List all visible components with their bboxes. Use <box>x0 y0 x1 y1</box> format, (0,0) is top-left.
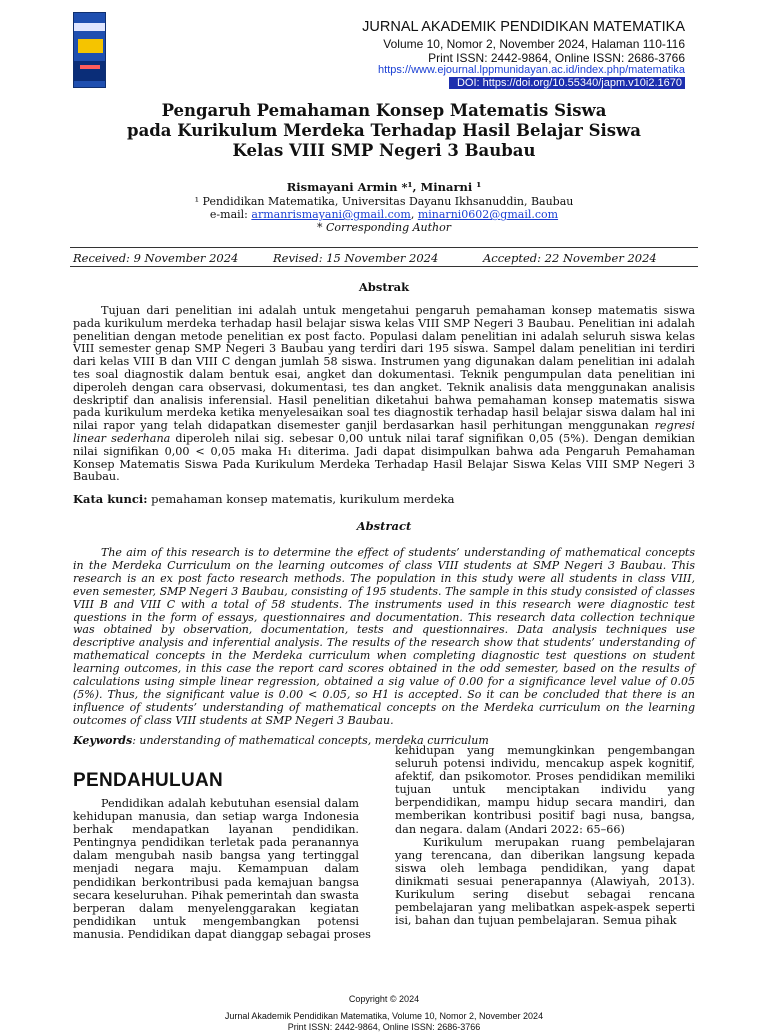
abstrak-italic-term: regresi linear sederhana <box>73 419 695 445</box>
corresponding-author-note: * Corresponding Author <box>316 221 452 234</box>
email-link-2[interactable]: minarni0602@gmail.com <box>417 208 559 221</box>
body-text-line: kehidupan yang memungkinkan pengembangan <box>395 744 695 757</box>
abstrak-text: Tujuan dari penelitian ini adalah untuk mengetahui pengaruh pemahaman konsep matematis siswa pada kurikulum merdeka terhadap hasil belajar siswa kelas VIII SMP Negeri 3 Baubau. Penelitian ini adalah penelitian dengan metode penelitian ex post facto. Populasi dalam penelitian ini adalah seluruh siswa kelas VIII semester genap SMP Negeri 3 Baubau yang terdiri dari 195 siswa. Sampel dalam penelitian ini terdiri dari kelas VIII B dan VIII C dengan jumlah 58 siswa. Instrumen yang digunakan dalam penelitian ini adalah tes soal diagnostik dalam bentuk esai, angket dan dokumentasi. Teknik pengumpulan data penelitian ini diperoleh dengan cara observasi, dokumentasi, tes dan angket. Teknik analisis data menggunakan analisis deskriptif dan analisis inferensial. Hasil penelitian diketahui bahwa pemahaman konsep matematis siswa pada kurikulum merdeka ketika menyelesaikan soal tes diagnostik terhadap hasil belajar siswa dalam hal ini nilai rapor yang telah didapatkan disemester ganjil berdasarkan hasil perhitungan menggunakan <box>73 304 695 433</box>
keywords-label: Keywords <box>73 734 133 747</box>
accepted-date: Accepted: 22 November 2024 <box>483 251 657 265</box>
body-text-line: berpendidikan, mampu hidup secara mandiri, dan <box>395 796 695 810</box>
email-prefix: e-mail: <box>209 208 252 221</box>
kata-kunci-values: pemahaman konsep matematis, kurikulum merdeka <box>147 492 455 506</box>
abstrak-heading: Abstrak <box>358 280 410 294</box>
section-heading-pendahuluan: PENDAHULUAN <box>73 770 224 791</box>
affiliation: ¹ Pendidikan Matematika, Universitas Dayanu Ikhsanuddin, Baubau <box>194 195 574 208</box>
body-text-line: berhak mendapatkan layanan pendidikan. <box>73 823 359 837</box>
body-text-line: Pendidikan adalah kebutuhan esensial dalam <box>101 797 359 810</box>
body-text-line: siswa oleh lembaga pendidikan, yang dapat <box>395 861 695 875</box>
body-text-line: pembelajaran yang melibatkan aspek-aspek seperti <box>395 901 695 915</box>
abstract-heading: Abstract <box>356 519 412 533</box>
doi-link[interactable]: DOI: https://doi.org/10.55340/japm.v10i2.1670 <box>449 77 685 89</box>
title-line: pada Kurikulum Merdeka Terhadap Hasil Belajar Siswa <box>127 121 641 140</box>
body-text-line: secara keseluruhan. Pihak pemerintah dan swasta <box>73 888 359 902</box>
body-text-line: dalam mengubah nasib bangsa yang tertinggal <box>73 849 359 863</box>
body-text-line: memberikan kontribusi positif bagi nusa, bangsa, <box>395 809 695 823</box>
body-text-line: isi, bahan dan tujuan pembelajaran. Semua pihak <box>395 914 677 928</box>
authors: Rismayani Armin *¹, Minarni ¹ <box>286 180 482 194</box>
journal-name: JURNAL AKADEMIK PENDIDIKAN MATEMATIKA <box>362 19 685 35</box>
body-text-line: afektif, dan psikomotor. Proses pendidikan memiliki <box>395 770 695 784</box>
body-text-line: menjadi negara maju. Kemampuan dalam <box>73 862 359 876</box>
keywords-values: : understanding of mathematical concepts, merdeka curriculum <box>132 734 489 747</box>
title-line: Kelas VIII SMP Negeri 3 Baubau <box>232 141 536 160</box>
abstract-body: The aim of this research is to determine the effect of students’ understanding of mathematical concepts in the Merdeka Curriculum on the learning outcomes of class VIII students at SMP Negeri 3 Baubau. This research is an ex post facto research methods. The population in this study were all students in class VIII, even semester, SMP Negeri 3 Baubau, consisting of 195 students. The sample in this study consisted of classes VIII B and VIII C with a total of 58 students. The instruments used in this research were diagnostic test questions in the form of essays, questionnaires and documentation. This research data collection technique was obtained by observation, documentation, tests and questionnaires. Data analysis techniques use descriptive analysis and inferential analysis. The results of the research show that students’ understanding of mathematical concepts in the Merdeka curriculum when completing diagnostic test questions on student learning outcomes, in this case the report card scores obtained in the odd semester, based on the results of calculations using simple linear regression, obtained a sig value of 0.00 for a significance level value of 0.05 (5%). Thus, the significant value is 0.00 < 0.05, so H1 is accepted. So it can be concluded that there is an influence of students’ understanding of mathematical concepts on the Merdeka curriculum on the learning outcomes of class VIII students at SMP Negeri 3 Baubau. <box>73 546 695 727</box>
body-text-line: Kurikulum sering disebut sebagai rencana <box>395 888 695 902</box>
paper-title <box>70 101 698 161</box>
body-text-line: yang terencana, dan diberikan langsung kepada <box>395 848 695 862</box>
email-line <box>70 208 698 221</box>
abstrak-text-end: diperoleh nilai sig. sebesar 0,00 untuk nilai taraf signifikan 0,05 (5%). Dengan demikian nilai signifikan 0,00 < 0,05 maka H₁ diterima. Jadi dapat disimpulkan bahwa ada Pengaruh Pemahaman Konsep Matematis Siswa Pada Kurikulum Merdeka Terhadap Hasil Belajar Siswa Kelas VIII SMP Negeri 3 Baubau. <box>73 431 695 484</box>
body-text-line: dinikmati sesuai penerapannya (Alawiyah, 2013). <box>395 874 695 888</box>
email-link-1[interactable]: armanrismayani@gmail.com <box>251 208 411 221</box>
body-text-line: dan negara. dalam (Andari 2022: 65–66) <box>395 822 625 836</box>
body-text-line: Pentingnya pendidikan terletak pada peranannya <box>73 836 359 850</box>
received-date: Received: 9 November 2024 <box>73 251 239 265</box>
kata-kunci <box>73 492 454 506</box>
kata-kunci-label: Kata kunci: <box>73 492 148 506</box>
footer-issn: Print ISSN: 2442-9864, Online ISSN: 2686-3766 <box>287 1022 481 1032</box>
journal-url-link[interactable]: https://www.ejournal.lppmunidayan.ac.id/index.php/matematika <box>378 64 685 76</box>
abstrak-body <box>73 305 695 484</box>
volume-line: Volume 10, Nomor 2, November 2024, Halaman 110-116 <box>383 37 685 51</box>
journal-cover-image <box>73 12 106 88</box>
email-separator: , <box>410 208 418 221</box>
body-text-line: kehidupan manusia, dan setiap warga Indonesia <box>73 810 359 824</box>
divider <box>70 266 698 267</box>
body-column-left <box>73 797 371 941</box>
body-text-line: manusia. Pendidikan dapat dianggap sebagai proses <box>73 927 371 941</box>
issn-line: Print ISSN: 2442-9864, Online ISSN: 2686-3766 <box>428 51 685 65</box>
footer-copyright: Copyright © 2024 <box>348 994 420 1004</box>
body-text-line: seluruh potensi individu, mencakup aspek kognitif, <box>395 757 695 771</box>
body-text-line: Kurikulum merupakan ruang pembelajaran <box>423 835 695 849</box>
body-text-line: pendidikan untuk mengembangkan potensi <box>73 914 359 928</box>
title-line: Pengaruh Pemahaman Konsep Matematis Siswa <box>161 101 607 120</box>
footer-journal: Jurnal Akademik Pendidikan Matematika, Volume 10, Nomor 2, November 2024 <box>224 1011 544 1021</box>
body-column-right <box>395 744 695 927</box>
revised-date: Revised: 15 November 2024 <box>273 251 439 265</box>
body-text-line: tujuan untuk menciptakan individu yang <box>395 783 695 797</box>
body-text-line: pendidikan berkontribusi pada kemajuan bangsa <box>73 875 359 889</box>
body-text-line: berperan dalam menyelenggarakan kegiatan <box>73 901 359 915</box>
divider <box>70 247 698 248</box>
